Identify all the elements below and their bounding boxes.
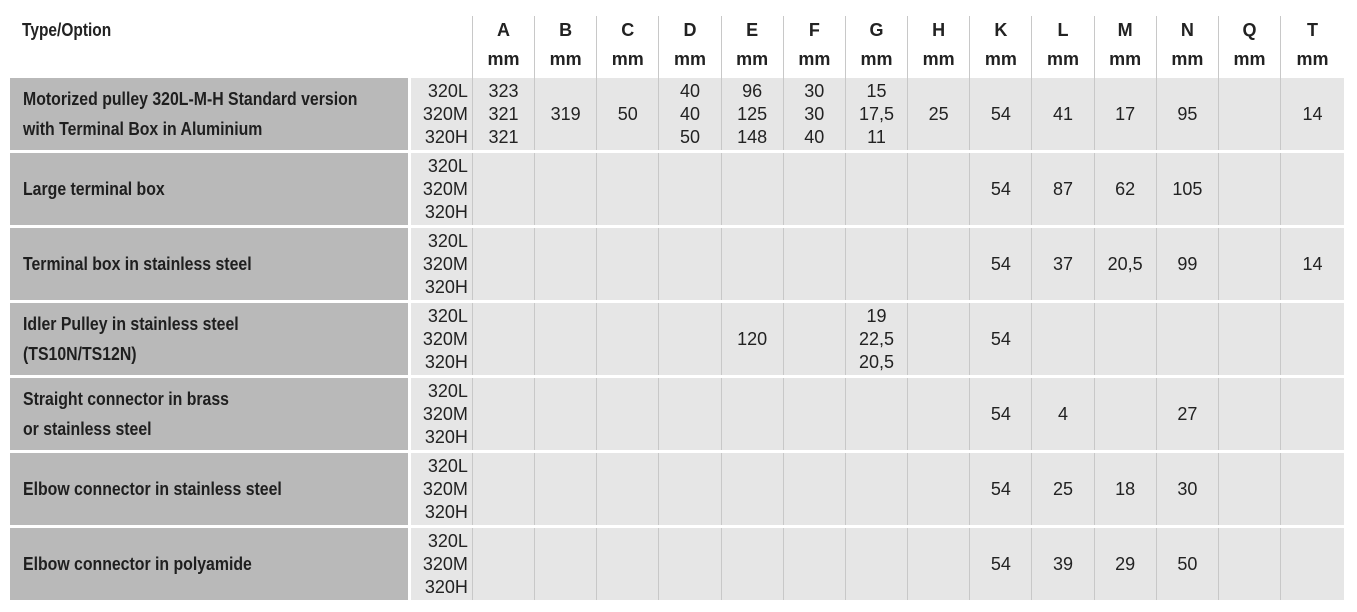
row-label-text [23, 474, 358, 504]
column-letter: E [746, 20, 759, 40]
column-letter: H [932, 20, 946, 40]
cell-value: 95 [1177, 103, 1198, 124]
model-variant: 320M [422, 553, 468, 574]
cell-h [908, 152, 970, 227]
row-label-line: Large terminal box [23, 179, 165, 199]
cell-a [472, 227, 534, 302]
cell-m [1094, 452, 1156, 527]
cell-value: 54 [990, 403, 1011, 424]
cell-a [472, 527, 534, 602]
row-label [10, 452, 409, 527]
cell-value: 54 [990, 253, 1011, 274]
cell-value: 96 [742, 80, 763, 101]
cell-n [1156, 152, 1218, 227]
cell-e [721, 527, 783, 602]
column-letter: F [808, 20, 820, 40]
cell-value: 40 [804, 126, 825, 147]
cell-h [908, 377, 970, 452]
cell-h [908, 227, 970, 302]
cell-value: 29 [1115, 553, 1136, 574]
cell-f [783, 527, 845, 602]
row-label-line: Straight connector in brass [23, 389, 229, 409]
cell-l [1032, 452, 1094, 527]
cell-m [1094, 302, 1156, 377]
cell-c [597, 527, 659, 602]
cell-f [783, 377, 845, 452]
cell-n [1156, 227, 1218, 302]
cell-a [472, 452, 534, 527]
cell-g [845, 302, 907, 377]
model-variant: 320H [424, 276, 468, 297]
column-unit: mm [611, 49, 644, 69]
cell-value: 62 [1115, 178, 1136, 199]
row-label-line: Terminal box in stainless steel [23, 254, 252, 274]
table-row [10, 302, 1344, 377]
column-letter: G [869, 20, 884, 40]
row-label [10, 78, 409, 152]
cell-value: 125 [737, 103, 768, 124]
cell-value: 319 [550, 103, 581, 124]
model-variants [409, 377, 472, 452]
column-header-d [659, 16, 721, 78]
cell-a [472, 78, 534, 152]
cell-value: 22,5 [858, 328, 895, 349]
cell-value: 30 [1177, 478, 1198, 499]
model-variant: 320L [427, 380, 468, 401]
cell-t [1281, 152, 1344, 227]
row-label-text [23, 249, 358, 279]
model-variant: 320H [424, 576, 468, 597]
column-unit: mm [549, 49, 582, 69]
cell-d [659, 227, 721, 302]
cell-n [1156, 302, 1218, 377]
cell-f [783, 78, 845, 152]
cell-value: 120 [737, 328, 768, 349]
cell-value: 27 [1177, 403, 1198, 424]
cell-l [1032, 227, 1094, 302]
row-label-text [23, 84, 358, 144]
cell-e [721, 302, 783, 377]
cell-f [783, 452, 845, 527]
cell-value: 30 [804, 103, 825, 124]
row-label [10, 227, 409, 302]
column-unit: mm [673, 49, 706, 69]
cell-a [472, 152, 534, 227]
cell-f [783, 227, 845, 302]
model-header-blank [409, 16, 472, 78]
cell-h [908, 452, 970, 527]
cell-q [1218, 302, 1280, 377]
cell-b [535, 78, 597, 152]
column-unit: mm [1171, 49, 1204, 69]
column-letter: L [1057, 20, 1069, 40]
cell-d [659, 152, 721, 227]
cell-g [845, 227, 907, 302]
cell-value: 20,5 [858, 351, 895, 372]
model-variant: 320H [424, 351, 468, 372]
cell-q [1218, 78, 1280, 152]
cell-value: 17 [1115, 103, 1136, 124]
column-letter: A [496, 20, 510, 40]
column-unit: mm [1233, 49, 1266, 69]
column-header-m [1094, 16, 1156, 78]
cell-k [970, 377, 1032, 452]
model-variant: 320L [427, 155, 468, 176]
row-label-text [23, 384, 358, 444]
column-header-k [970, 16, 1032, 78]
cell-h [908, 78, 970, 152]
cell-b [535, 527, 597, 602]
row-label [10, 377, 409, 452]
cell-value: 37 [1052, 253, 1074, 274]
cell-c [597, 152, 659, 227]
column-letter: N [1180, 20, 1194, 40]
cell-q [1218, 152, 1280, 227]
cell-n [1156, 452, 1218, 527]
column-unit: mm [798, 49, 831, 69]
model-variants [409, 527, 472, 602]
row-label-line: Elbow connector in polyamide [23, 554, 252, 574]
cell-l [1032, 302, 1094, 377]
row-label-line: Idler Pulley in stainless steel [23, 314, 239, 334]
table-row [10, 78, 1344, 152]
cell-value: 41 [1052, 103, 1074, 124]
model-variant: 320L [427, 305, 468, 326]
column-header-q [1218, 16, 1280, 78]
cell-b [535, 452, 597, 527]
column-letter: M [1117, 20, 1133, 40]
cell-value: 40 [679, 103, 700, 124]
column-header-t [1281, 16, 1344, 78]
cell-t [1281, 78, 1344, 152]
cell-a [472, 302, 534, 377]
cell-b [535, 152, 597, 227]
cell-value: 321 [488, 103, 519, 124]
column-header-n [1156, 16, 1218, 78]
column-letter: D [683, 20, 697, 40]
column-header-f [783, 16, 845, 78]
cell-d [659, 377, 721, 452]
cell-q [1218, 452, 1280, 527]
cell-value: 14 [1302, 103, 1323, 124]
cell-value: 54 [990, 553, 1011, 574]
cell-m [1094, 377, 1156, 452]
row-label-line: with Terminal Box in Aluminium [23, 119, 263, 139]
cell-t [1281, 377, 1344, 452]
cell-k [970, 152, 1032, 227]
column-unit: mm [1296, 49, 1329, 69]
cell-value: 54 [990, 478, 1011, 499]
column-header-c [597, 16, 659, 78]
model-variant: 320L [427, 455, 468, 476]
cell-value: 50 [1177, 553, 1198, 574]
cell-e [721, 452, 783, 527]
cell-value: 25 [928, 103, 949, 124]
cell-l [1032, 377, 1094, 452]
table-row [10, 152, 1344, 227]
cell-e [721, 377, 783, 452]
cell-q [1218, 227, 1280, 302]
column-letter: Q [1242, 20, 1257, 40]
model-variants [409, 452, 472, 527]
model-variant: 320H [424, 201, 468, 222]
row-label-text [23, 549, 358, 579]
cell-q [1218, 377, 1280, 452]
table-body [10, 78, 1344, 602]
cell-value: 54 [990, 178, 1011, 199]
row-label-line: Motorized pulley 320L-M-H Standard version [23, 89, 358, 109]
column-header-e [721, 16, 783, 78]
row-label-line: (TS10N/TS12N) [23, 344, 137, 364]
cell-h [908, 527, 970, 602]
cell-m [1094, 78, 1156, 152]
model-variant: 320L [427, 530, 468, 551]
cell-value: 20,5 [1107, 253, 1143, 274]
model-variant: 320H [424, 126, 468, 147]
cell-b [535, 302, 597, 377]
cell-t [1281, 452, 1344, 527]
cell-e [721, 78, 783, 152]
cell-value: 11 [867, 126, 886, 147]
cell-k [970, 78, 1032, 152]
row-label [10, 527, 409, 602]
row-label [10, 302, 409, 377]
cell-value: 40 [679, 80, 700, 101]
cell-value: 148 [737, 126, 768, 147]
column-unit: mm [984, 49, 1017, 69]
cell-c [597, 377, 659, 452]
cell-value: 54 [990, 103, 1011, 124]
table-row [10, 377, 1344, 452]
model-variant: 320M [422, 328, 468, 349]
table-row [10, 227, 1344, 302]
cell-value: 321 [488, 126, 519, 147]
cell-value: 39 [1052, 553, 1074, 574]
cell-value: 50 [679, 126, 700, 147]
column-unit: mm [860, 49, 893, 69]
cell-value: 99 [1177, 253, 1198, 274]
cell-g [845, 527, 907, 602]
cell-value: 4 [1058, 403, 1069, 424]
column-unit: mm [487, 49, 520, 69]
cell-l [1032, 78, 1094, 152]
cell-value: 105 [1172, 178, 1203, 199]
model-variants [409, 227, 472, 302]
model-variant: 320H [424, 426, 468, 447]
model-variant: 320M [422, 178, 468, 199]
model-variant: 320M [422, 253, 468, 274]
cell-f [783, 302, 845, 377]
model-variant: 320M [422, 478, 468, 499]
model-variant: 320H [424, 501, 468, 522]
cell-d [659, 452, 721, 527]
cell-n [1156, 78, 1218, 152]
cell-d [659, 527, 721, 602]
dimension-table [10, 16, 1344, 603]
cell-value: 17,5 [858, 103, 895, 124]
cell-l [1032, 152, 1094, 227]
column-unit: mm [1109, 49, 1142, 69]
row-label-line: or stainless steel [23, 419, 152, 439]
row-label-text [23, 309, 358, 369]
cell-c [597, 302, 659, 377]
cell-a [472, 377, 534, 452]
cell-value: 14 [1302, 253, 1323, 274]
cell-t [1281, 227, 1344, 302]
model-variants [409, 152, 472, 227]
cell-g [845, 377, 907, 452]
cell-d [659, 302, 721, 377]
cell-value: 15 [866, 80, 887, 101]
table-row [10, 452, 1344, 527]
cell-b [535, 227, 597, 302]
table-header-row [10, 16, 1344, 78]
column-unit: mm [922, 49, 955, 69]
column-header-h [908, 16, 970, 78]
model-variant: 320M [422, 103, 468, 124]
cell-t [1281, 302, 1344, 377]
cell-c [597, 227, 659, 302]
type-option-header: Type/Option [22, 20, 112, 40]
cell-e [721, 227, 783, 302]
cell-c [597, 452, 659, 527]
cell-value: 50 [617, 103, 638, 124]
cell-m [1094, 152, 1156, 227]
model-variants [409, 78, 472, 152]
cell-g [845, 78, 907, 152]
cell-g [845, 452, 907, 527]
column-letter: K [994, 20, 1008, 40]
column-unit: mm [1047, 49, 1080, 69]
model-variant: 320L [427, 230, 468, 251]
cell-d [659, 78, 721, 152]
cell-l [1032, 527, 1094, 602]
cell-c [597, 78, 659, 152]
cell-e [721, 152, 783, 227]
cell-value: 30 [804, 80, 825, 101]
cell-h [908, 302, 970, 377]
row-label-text [23, 174, 358, 204]
cell-value: 25 [1052, 478, 1074, 499]
cell-g [845, 152, 907, 227]
model-variant: 320L [427, 80, 468, 101]
cell-m [1094, 527, 1156, 602]
column-header-g [845, 16, 907, 78]
column-letter: T [1307, 20, 1319, 40]
column-header-l [1032, 16, 1094, 78]
row-label [10, 152, 409, 227]
cell-b [535, 377, 597, 452]
cell-value: 18 [1115, 478, 1136, 499]
cell-n [1156, 377, 1218, 452]
cell-t [1281, 527, 1344, 602]
column-letter: B [559, 20, 573, 40]
column-header-a [472, 16, 534, 78]
cell-value: 323 [488, 80, 519, 101]
model-variants [409, 302, 472, 377]
cell-value: 19 [866, 305, 887, 326]
cell-f [783, 152, 845, 227]
column-letter: C [621, 20, 635, 40]
cell-m [1094, 227, 1156, 302]
cell-k [970, 302, 1032, 377]
cell-n [1156, 527, 1218, 602]
column-header-b [535, 16, 597, 78]
cell-k [970, 452, 1032, 527]
row-label-line: Elbow connector in stainless steel [23, 479, 282, 499]
cell-k [970, 527, 1032, 602]
model-variant: 320M [422, 403, 468, 424]
cell-value: 87 [1052, 178, 1074, 199]
cell-k [970, 227, 1032, 302]
cell-value: 54 [990, 328, 1011, 349]
table-row [10, 527, 1344, 602]
column-unit: mm [736, 49, 769, 69]
cell-q [1218, 527, 1280, 602]
